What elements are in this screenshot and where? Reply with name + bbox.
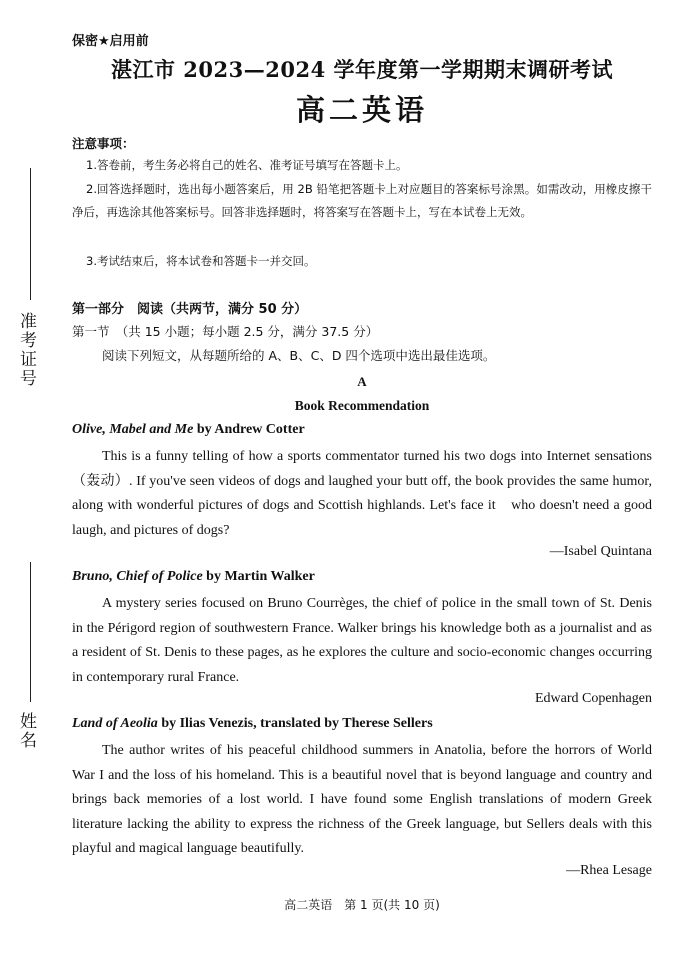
exam-number-line <box>30 168 31 300</box>
exam-title: 湛江市 2023—2024 学年度第一学期期末调研考试 <box>110 57 613 82</box>
note-item-1: 1.答卷前，考生务必将自己的姓名、准考证号填写在答题卡上。 <box>86 158 408 172</box>
note-item-3: 3.考试结束后，将本试卷和答题卡一并交回。 <box>86 254 316 268</box>
section-one-title: 第一节 （共 15 小题；每小题 2.5 分，满分 37.5 分） <box>72 324 379 339</box>
notes-title: 注意事项： <box>72 136 135 151</box>
book-byline: by Ilias Venezis, translated by Therese Sellers <box>157 716 433 731</box>
reviewer-name: —Rhea Lesage <box>566 863 652 878</box>
book-heading <box>72 422 305 438</box>
part-one-title: 第一部分 阅读（共两节，满分 50 分） <box>72 302 308 317</box>
book-review: The author writes of his peaceful childhood summers in Anatolia, before the horrors of World War I and the loss of his homeland. This is a beautiful novel that is beyond language and country and brings back memories of a lost world. I have found some English translations of modern Greek literature lacking the ability to express the richness of the Greek language, but Sellers deals with this playful and magical language beautifully. <box>72 743 652 857</box>
name-line <box>30 562 31 702</box>
name-label: 姓名 <box>16 712 36 750</box>
exam-number-label: 准考证号 <box>16 312 36 388</box>
passage-letter: A <box>357 374 367 389</box>
book-heading <box>72 716 433 732</box>
book-title: Bruno, Chief of Police <box>72 569 203 584</box>
book-byline: by Andrew Cotter <box>193 422 305 437</box>
book-byline: by Martin Walker <box>202 569 315 584</box>
book-heading <box>72 569 315 585</box>
book-review: A mystery series focused on Bruno Courrèges, the chief of police in the small town of St. Denis in the Périgord region of southwestern France. Walker brings his knowledge both as a journalist and as a resident of St. Denis to these pages, as he explores the culture and socio-economic changes occurring in contemporary rural France. <box>72 596 652 685</box>
reviewer-name: Edward Copenhagen <box>534 691 652 706</box>
book-title: Land of Aeolia <box>72 716 158 731</box>
confidential-mark: 保密★启用前 <box>72 34 149 49</box>
reading-instruction: 阅读下列短文，从每题所给的 A、B、C、D 四个选项中选出最佳选项。 <box>102 348 496 363</box>
page-footer: 高二英语 第 1 页(共 10 页) <box>284 898 440 912</box>
note-item-2: 2.回答选择题时，选出每小题答案后，用 2B 铅笔把答题卡上对应题目的答案标号涂黑。如需改动，用橡皮擦干净后，再选涂其他答案标号。回答非选择题时，将答案写在答题卡上，写在本试卷上无效。 <box>72 182 652 219</box>
book-review: This is a funny telling of how a sports commentator turned his two dogs into Internet sensations（轰动）. If you've seen videos of dogs and laughed your butt off, the book provides the same humor, along with wonderful pictures of dogs and Scottish highlands. Let's face it who doesn't need a good laugh, and pictures of dogs? <box>72 449 652 538</box>
reviewer-name: —Isabel Quintana <box>549 544 652 559</box>
passage-title: Book Recommendation <box>294 398 430 413</box>
book-title: Olive, Mabel and Me <box>72 422 194 437</box>
subject-title: 高二英语 <box>295 93 428 127</box>
